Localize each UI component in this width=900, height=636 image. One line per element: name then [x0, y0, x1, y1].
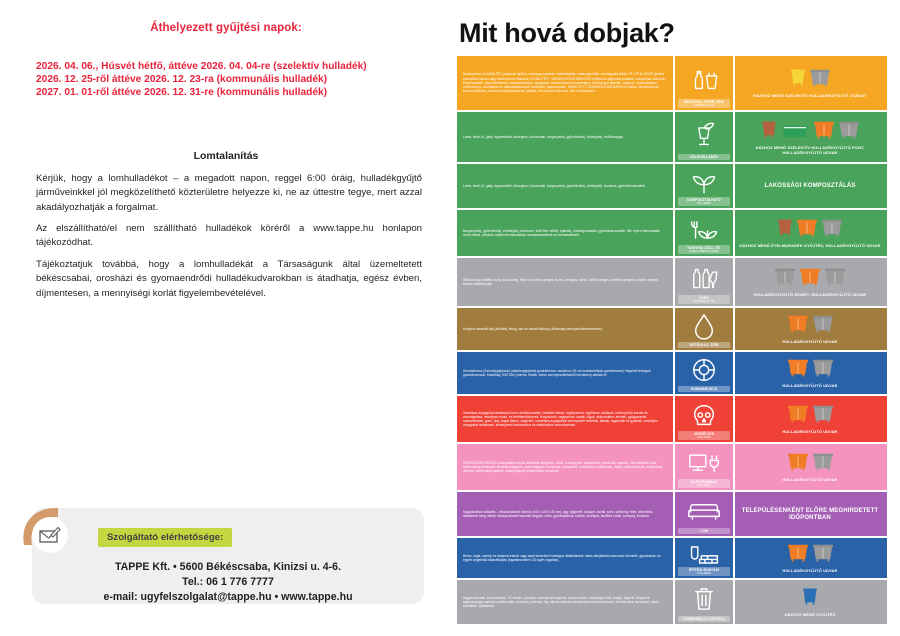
destination-label: HÁZHOZ MENŐ SZELEKTÍV HULLADÉKGYŰJTŐ PONT, HULLADÉKGYŰJTŐ UDVAR: [755, 144, 865, 155]
category-icon-cell: [673, 210, 735, 256]
destination-cell: [735, 164, 885, 208]
waste-category-row: [457, 308, 887, 352]
destination-cell: [735, 308, 885, 350]
waste-sorting-table: [457, 56, 887, 626]
category-icon-cell: [673, 164, 735, 208]
category-name: LOM: [700, 529, 708, 533]
gray-container-icon: [812, 403, 834, 428]
waste-category-row: [457, 112, 887, 164]
destination-cell: [735, 56, 885, 110]
page-title: Mit hová dobjak?: [459, 18, 675, 48]
waste-category-row: [457, 164, 887, 210]
category-icon-cell: [673, 538, 735, 578]
destination-bin-icons: [787, 451, 834, 476]
category-name: MŰANYAG, PAPÍR, FÉM: [684, 100, 724, 104]
category-description-text: Lomb, levél, fű, gally, ágnyesedék, fakorgács, kórócsutak, burgonyahéj, gyümölcshéj, zöldséghéj, kavicsos, gyümölcsmaradék.: [463, 183, 646, 188]
category-name-chip: [678, 154, 730, 160]
category-name: KOMMUNÁLIS (VEGYES): [683, 617, 725, 621]
destination-label: HÁZHOZ MENŐ SZELEKTÍV HULLADÉKGYŰJTŐ ZSÁKOT: [753, 93, 867, 99]
sofa-icon: [687, 501, 721, 521]
contact-line: TAPPE Kft. • 5600 Békéscsaba, Kinizsi u. 4-6.: [114, 561, 342, 573]
category-description-text: Burgonyahéj, gyümölcshéj, zöldséghéj, kávézacc, sütő filter nélkül, tojáshéj, zöldségmaradék, gyümölcsmaradék, főtt, nyers ételmaradék csont nélkül, pékáruk, tejtermék maradékok, tésztamaradékok és húsmaradékok.: [463, 228, 660, 237]
orange-bin-icon: [813, 119, 835, 144]
category-icon-cell: [673, 308, 735, 350]
category-description-text: Ásványvizes és üdítős PET palackok lapítva, műanyag zacskók, reklámtáskák, műanyag fóliák, csomagolás fóliák, PE, PP és HDPE jelzésű kozmetikai szeres vagy élelmiszeres flakonok, ELÖBLÍTETT, SZENNYEZŐDÉSMENTES tejfölös és joghurtos poharak, margarinos dobozok. Papírhulladék, papírzsebkendő, csomagolópapír, újságpapír, kartondobozok összehajtva, kartonpapír alátétek, írólapok, nyomtatópapír, telefonkönyv, szórólapok és reklámkiadványok, borítékok, papírzacskók, KIÖBLÍTETT, SZENNYEZŐDÉSMENTES italos, sörösdobozok, konzervdobozok, alumínium italosdobozok, alufólia, fém konzervdobozok, fém zárókupakok.: [463, 72, 667, 94]
destination-bin-icons: [790, 67, 831, 92]
category-description-cell: [457, 210, 673, 256]
gray-container-icon: [824, 266, 846, 291]
destination-cell: [735, 538, 885, 578]
category-name-chip: [678, 386, 730, 392]
destination-bin-icons: [787, 542, 834, 567]
contact-details: [32, 560, 424, 605]
destination-label: HULLADÉKGYŰJTŐ UDVAR: [782, 339, 838, 345]
category-description-text: Öblös üveg, befőttes üveg, italos üveg, fehér és színes üvegek, boros, pezsgős, sörös, üdítős üvegek, befőttes üvegek, szörpös üvegek, bontott ablaküvegek.: [463, 277, 660, 286]
orange-bin-icon: [787, 542, 809, 567]
brown-bin-icon: [777, 217, 793, 242]
destination-cell: [735, 580, 885, 624]
destination-cell: [735, 258, 885, 306]
bulky-paragraph: Tájékoztatjuk továbbá, hogy a lomhulladékát a Társaságunk által üzemeltetett békéscsabai, orosházi és gyomaendrődi hulladékudvarokban is átadhatja, egész évben, díjmentesen, a mennyiségi korlát figyelembevételével.: [36, 259, 422, 299]
category-description-cell: [457, 308, 673, 350]
category-name-chip: [678, 197, 730, 206]
waste-category-row: [457, 210, 887, 258]
tire-icon: [691, 357, 717, 383]
oil-drop-icon: [692, 312, 716, 340]
category-description-cell: [457, 444, 673, 490]
moved-day-line: 2026. 12. 25-ről áttéve 2026. 12. 23-ra (kommunális hulladék): [36, 74, 328, 86]
bottles-icon: [689, 267, 719, 291]
category-name-chip: [678, 245, 730, 254]
bulky-paragraph: Kérjük, hogy a lomhulladékot – a megadott napon, reggel 6:00 óráig, hulladékgyűjtő járműveinkkel jól megközelíthető közterületre helyezze ki, ne az úttestre tegye, mert azzal akadályozhatják a forgalmat.: [36, 173, 422, 213]
contact-card: [32, 508, 424, 604]
destination-cell: [735, 112, 885, 162]
destination-bin-icons: [777, 217, 843, 242]
destination-cell: [735, 210, 885, 256]
destination-label: HULLADÉKGYŰJTŐ UDVAR: [782, 568, 838, 574]
category-icon-cell: [673, 352, 735, 394]
destination-label: HÁZHOZ MENŐ GYŰJTÉS: [784, 612, 836, 618]
category-description-cell: [457, 492, 673, 536]
destination-bin-icons: [787, 357, 834, 382]
blue-wheelie-bin-icon: [802, 586, 818, 611]
brown-bin-icon: [761, 119, 777, 144]
orange-bin-icon: [799, 266, 821, 291]
category-description-text: MEGBONTÁS NÉLKÜLI használaton kívüli háztartási kisgépek, hűtők, mosógépek, hajszárítók, porszívók, vasalók, mikrohullámú sütő, elektronikus főzőlapok, fényképezőgépek, számítógépek, monitorok, nyomtatók, mobiltelefon, televíziók, rádiók, videokamerák, elektromos játékok, elektronikus játékok, számítógépek elektronikus eszközök.: [463, 460, 663, 474]
category-name: ÉPÍTÉSI-BONTÁSI: [688, 568, 720, 572]
category-description-cell: [457, 164, 673, 208]
food-plant-icon: [688, 218, 720, 242]
category-name: ZÖLDHULLADÉK: [689, 155, 719, 159]
category-name: KOMPOSZTÁLHATÓ: [687, 198, 721, 202]
destination-cell: [735, 396, 885, 442]
waste-category-row: [457, 538, 887, 580]
category-description-text: Gumiabroncs (Személygépkocsi, kistehergépjármű gumiabroncs, maximum 16 col motorkerékpár gumiabroncs) Végeinél felvágott gumiabroncsok. Kizárólag TISZTÁN (homok, festék, beton szennyeződésektől mentesen) adható le!: [463, 368, 651, 377]
category-description-cell: [457, 352, 673, 394]
category-name-chip: [678, 616, 730, 622]
category-name: ELEKTRONIKAI: [691, 480, 717, 484]
bottle-bag-icon: [687, 69, 721, 91]
gray-container-icon: [809, 67, 831, 92]
envelope-pen-icon: [39, 526, 61, 544]
leaf-cup-icon: [691, 121, 717, 147]
destination-bin-icons: [787, 313, 834, 338]
destination-bin-icons: [774, 266, 846, 291]
orange-bin-icon: [787, 451, 809, 476]
gray-container-icon: [812, 357, 834, 382]
waste-category-row: [457, 492, 887, 538]
category-name-chip: [678, 342, 730, 348]
category-name-sub: HULLADÉK: [697, 572, 711, 575]
waste-category-row: [457, 56, 887, 112]
contact-chip-label: Szolgáltató elérhetősége:: [107, 532, 224, 543]
category-icon-cell: [673, 112, 735, 162]
green-container-icon: [780, 122, 810, 144]
category-name-sub: HULLADÉK: [697, 202, 711, 205]
category-name: KONYHAI ZÖLD- ÉS: [687, 246, 721, 250]
right-sorting-panel: [455, 0, 887, 636]
destination-bin-icons: [802, 586, 818, 611]
category-description-cell: [457, 580, 673, 624]
category-name-sub: HULLADÉK: [697, 436, 711, 439]
gray-container-icon: [812, 313, 834, 338]
category-name: SÜTŐOLAJ, ZSÍR: [689, 343, 719, 347]
destination-bin-icons: [761, 119, 860, 144]
destination-label: HÁZHOZ MENŐ ÉTELMARADÉK GYŰJTÉS, HULLADÉKGYŰJTŐ UDVAR: [739, 243, 881, 249]
gray-container-icon: [774, 266, 796, 291]
moved-collection-days-list: [36, 60, 436, 100]
category-name: ÜVEG: [699, 296, 709, 300]
contact-chip: [98, 528, 232, 547]
destination-bin-icons: [787, 403, 834, 428]
moved-day-line: 2027. 01. 01-ről áttéve 2026. 12. 31-re (kommunális hulladék): [36, 87, 328, 99]
bulky-waste-title: Lomtalanítás: [193, 150, 259, 162]
gray-container-icon: [821, 217, 843, 242]
category-icon-cell: [673, 580, 735, 624]
logo-envelope-badge: [32, 517, 68, 553]
category-description-cell: [457, 538, 673, 578]
bricks-icon: [688, 544, 720, 566]
category-name-chip: [678, 479, 730, 488]
waste-category-row: [457, 352, 887, 396]
moved-collection-days-title: Áthelyezett gyűjtési napok:: [150, 22, 302, 34]
category-name-sub: HULLADÉK: [697, 484, 711, 487]
moved-day-line: 2026. 04. 06., Húsvét hétfő, áttéve 2026. 04. 04-re (szelektív hulladék): [36, 61, 367, 72]
sprout-icon: [690, 171, 718, 195]
category-name: GUMIABRONCS: [690, 387, 718, 391]
destination-label: TELEPÜLÉSENKÉNT ELŐRE MEGHIRDETETT IDŐPONTBAN: [741, 507, 879, 521]
category-name-sub: ELEMI ZSÍRHULLADÉK: [689, 250, 719, 253]
category-description-text: Beton, tégla, cserép és kerámia frakció vagy azok keverékei házilagos átalakításból, lakás-felújításból származó törmelék, gipszkarton és egyéb szigetelők lakásfelújítás (ingatlanonként 100 kg/év ingatlan).: [463, 553, 661, 562]
tappe-logo: [20, 505, 80, 561]
category-description-cell: [457, 112, 673, 162]
category-name-chip: [678, 431, 730, 440]
category-icon-cell: [673, 56, 735, 110]
waste-category-row: [457, 580, 887, 626]
destination-cell: [735, 492, 885, 536]
waste-category-row: [457, 258, 887, 308]
category-name-chip: [678, 567, 730, 576]
category-icon-cell: [673, 396, 735, 442]
category-description-cell: [457, 56, 673, 110]
orange-bin-icon: [787, 313, 809, 338]
category-description-text: Veszélyes anyagokat tartalmazó toner, festékmaradék, festékes flakon, hígítószerek, higítószer, oldószer, növényvédő szerek és csomagolása, veszélyes mosó- és fertőtlenítőszerek, fénycsövek, vegyszerek, savak, lúgok, akkumulátor, elemek, gyógyszerek, szárazelemek, gumi, olaj, olajos flakon, olajszűrő, veszélyes anyagokkal szennyezett festékek, lakkok, ragasztók és gyanták, veszélyes anyagokat tartalmazó, kiselejtezett elektronikus és elektronikus berendezések.: [463, 410, 658, 428]
destination-label: HULLADÉKGYŰJTŐ UDVAR: [782, 383, 838, 389]
category-name-chip: [678, 528, 730, 534]
category-description-text: Nagyszemcsés, zsíros falatok, CD-lemez, porzsák, szennyezett papírok, pizzás doboz, műanyag borító, indigó, fogkefe, fényezett egészségügyi papírok (zsebkendők, szalvéta), pelenka, haj, elhasználódott szennyezett konzervdobozok, ételmaradék, kandaszó, hamu, kosztlitter, tojástálcák.: [463, 595, 660, 609]
contact-line: Tel.: 06 1 776 7777: [182, 576, 274, 588]
orange-bin-icon: [787, 357, 809, 382]
category-name-sub: (CSOMAGOLÁS): [693, 104, 715, 107]
category-name: VESZÉLYES: [693, 432, 715, 436]
destination-cell: [735, 444, 885, 490]
destination-cell: [735, 352, 885, 394]
category-icon-cell: [673, 258, 735, 306]
category-description-cell: [457, 258, 673, 306]
yellow-bin-icon: [790, 67, 806, 92]
destination-label: HULLADÉKGYŰJTŐ SZIGET, HULLADÉKGYŰJTŐ UDVAR: [753, 292, 867, 298]
contact-line: e-mail: ugyfelszolgalat@tappe.hu • www.tappe.hu: [103, 591, 353, 603]
category-description-text: Nagydarabos hulladék – elhasználódott bútorok (100 x 100 x 80 cm), ágy, ágybetét, kanapé, asztal, szék, szekrény, fotel, heverőtok, ablakkeret üveg nélkül, elhasználódott használt tárgyak, roller, gyerekjátékok, fotelok, kerékpár, tisztított ruhák, szőnyeg, linóleum.: [463, 509, 654, 518]
orange-bin-icon: [796, 217, 818, 242]
trash-icon: [693, 586, 715, 612]
category-name-sub: (CSOMAGOLÁS): [693, 300, 715, 303]
destination-label: HULLADÉKGYŰJTŐ UDVAR: [782, 429, 838, 435]
skull-icon: [691, 403, 717, 429]
bulky-paragraph: Az elszállítható/el nem szállítható hulladékok köréről a www.tappe.hu honlapon tájékozódhat.: [36, 223, 422, 249]
category-name-chip: [678, 99, 730, 108]
orange-bin-icon: [787, 403, 809, 428]
monitor-plug-icon: [688, 452, 720, 476]
waste-category-row: [457, 396, 887, 444]
category-description-cell: [457, 396, 673, 442]
category-name-chip: [678, 295, 730, 304]
category-description-text: Konyhai használt olaj (sütőolaj, étolaj, zsír és annak flakonja (Kizárólag szennyeződésmentesen).: [463, 326, 604, 331]
waste-category-row: [457, 444, 887, 492]
gray-container-icon: [812, 451, 834, 476]
category-icon-cell: [673, 444, 735, 490]
destination-label: LAKOSSÁGI KOMPOSZTÁLÁS: [764, 183, 856, 190]
category-icon-cell: [673, 492, 735, 536]
gray-container-icon: [812, 542, 834, 567]
category-description-text: Lomb, levél, fű, gally, ágnyesedék, fakorgács, kórócsutak, burgonyahéj, gyümölcshéj, zöldséghéj, szőlővenyige.: [463, 134, 624, 139]
gray-container-icon: [838, 119, 860, 144]
destination-label: HULLADÉKGYŰJTŐ UDVAR: [782, 477, 838, 483]
